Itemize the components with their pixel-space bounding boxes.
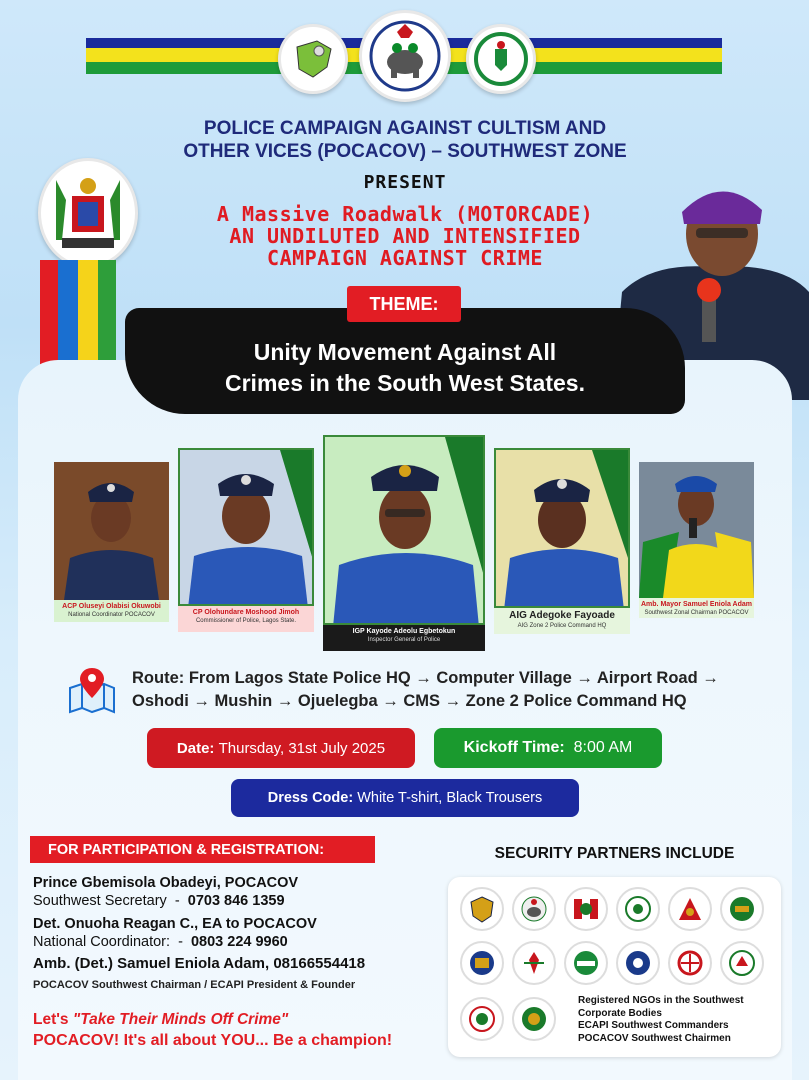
official-photo-2 <box>178 448 314 606</box>
partner-badge-3 <box>564 887 608 931</box>
theme-box <box>125 308 685 414</box>
event-title-line1: A Massive Roadwalk (MOTORCADE) <box>216 202 594 226</box>
official-name-4: AIG Adegoke Fayoade <box>509 610 615 621</box>
official-caption-1 <box>54 600 169 622</box>
contact3-phone[interactable]: 08166554418 <box>273 955 366 972</box>
partner-note-4: POCACOV Southwest Chairmen <box>578 1032 731 1044</box>
official-name-3: IGP Kayode Adeolu Egbetokun <box>352 628 456 635</box>
event-title-line2: AN UNDILUTED AND INTENSIFIED <box>229 224 581 248</box>
official-name-2: CP Olohundare Moshood Jimoh <box>192 609 300 616</box>
official-caption-3 <box>323 625 485 651</box>
partner-note-1: Registered NGOs in the Southwest <box>578 995 744 1006</box>
partner-badge-1 <box>460 887 504 931</box>
contact2-name: Det. Onuoha Reagan C., EA to POCACOV <box>33 916 317 932</box>
campaign-title-line1: POLICE CAMPAIGN AGAINST CULTISM AND <box>203 118 607 139</box>
kickoff-label: Kickoff Time: <box>463 739 565 756</box>
southwest-map-logo <box>278 24 348 94</box>
contact1-role: Southwest Secretary <box>33 893 167 909</box>
partners-box <box>448 877 781 1057</box>
partner-badge-12 <box>720 941 764 985</box>
partner-note-2: Corporate Bodies <box>578 1007 662 1019</box>
partners-notes <box>578 995 744 1045</box>
official-photo-3 <box>323 435 485 625</box>
lagos-crest-logo <box>38 158 138 268</box>
nigeria-police-logo <box>359 10 451 102</box>
contact1-line: Southwest Secretary - 0703 846 1359 <box>33 893 285 909</box>
theme-label: THEME: <box>347 286 461 322</box>
dress-label: Dress Code: <box>267 790 354 806</box>
partner-badge-6 <box>720 887 764 931</box>
contact1-phone[interactable]: 0703 846 1359 <box>187 893 285 909</box>
dress-value: White T-shirt, Black Trousers <box>357 790 543 806</box>
official-role-3: Inspector General of Police <box>367 637 441 643</box>
route-line1: From Lagos State Police HQ → Computer Village → Airport Road → <box>188 669 719 687</box>
dress-code-pill <box>231 779 579 817</box>
partner-badge-13 <box>460 997 504 1041</box>
kickoff-value: 8:00 AM <box>573 739 633 756</box>
date-pill <box>147 728 415 768</box>
slogan-quote: "Take Their Minds Off Crime" <box>72 1011 289 1028</box>
partner-badge-4 <box>616 887 660 931</box>
slogan-prefix: Let's <box>33 1011 73 1028</box>
map-pin-icon <box>66 666 118 716</box>
official-role-5: Southwest Zonal Chairman POCACOV <box>644 610 749 616</box>
official-photo-4 <box>494 448 630 608</box>
lagos-bar-blue <box>58 260 78 368</box>
contact2-line: National Coordinator: - 0803 224 9960 <box>33 934 288 950</box>
slogan-line2: POCACOV! It's all about YOU... Be a champion! <box>33 1032 393 1049</box>
partner-badge-9 <box>564 941 608 985</box>
route-text <box>132 667 762 713</box>
official-photo-1 <box>54 462 169 600</box>
theme-line2: Crimes in the South West States. <box>225 370 585 396</box>
registration-heading: FOR PARTICIPATION & REGISTRATION: <box>30 836 375 863</box>
official-photo-5 <box>639 462 754 598</box>
route-label: Route: <box>132 669 185 687</box>
campaign-title-line2: OTHER VICES (POCACOV) – SOUTHWEST ZONE <box>183 141 627 162</box>
partner-badge-10 <box>616 941 660 985</box>
contact2-phone[interactable]: 0803 224 9960 <box>190 934 288 950</box>
date-label: Date: <box>176 739 215 757</box>
official-role-1: National Coordinator POCACOV <box>68 612 155 618</box>
partner-badge-11 <box>668 941 712 985</box>
official-role-2: Commissioner of Police, Lagos State. <box>195 618 297 624</box>
official-name-1: ACP Oluseyi Olabisi Okuwobi <box>62 603 161 610</box>
kickoff-pill <box>434 728 662 768</box>
lagos-bar-yellow <box>78 260 98 368</box>
contact3-role: POCACOV Southwest Chairman / ECAPI President & Founder <box>33 979 356 991</box>
nigeria-crest-logo <box>466 24 536 94</box>
partner-badge-7 <box>460 941 504 985</box>
event-title-line3: CAMPAIGN AGAINST CRIME <box>267 246 543 270</box>
partner-badge-5 <box>668 887 712 931</box>
official-caption-5 <box>639 598 754 618</box>
partners-heading: SECURITY PARTNERS INCLUDE <box>494 845 735 862</box>
partner-badge-2 <box>512 887 556 931</box>
theme-line1: Unity Movement Against All <box>253 339 557 365</box>
present-label: PRESENT <box>363 172 447 193</box>
slogan-line1 <box>33 1011 288 1029</box>
contact3-line <box>33 955 365 973</box>
official-caption-4 <box>494 608 630 634</box>
partner-note-3: ECAPI Southwest Commanders <box>578 1020 729 1031</box>
official-name-5: Amb. Mayor Samuel Eniola Adam <box>641 601 752 608</box>
official-role-4: AIG Zone 2 Police Command HQ <box>517 623 607 629</box>
partner-badge-8 <box>512 941 556 985</box>
lagos-bar-green <box>98 260 116 368</box>
contact3-name: Amb. (Det.) Samuel Eniola Adam, <box>33 955 270 972</box>
official-caption-2 <box>178 606 314 632</box>
contact2-role: National Coordinator: <box>33 934 171 950</box>
contact1-name: Prince Gbemisola Obadeyi, POCACOV <box>33 875 299 891</box>
date-value: Thursday, 31st July 2025 <box>218 739 386 757</box>
lagos-bar-red <box>40 260 58 368</box>
route-line2: Oshodi → Mushin → Ojuelegba → CMS → Zone 2 Police Command HQ <box>132 692 687 710</box>
partner-badge-14 <box>512 997 556 1041</box>
